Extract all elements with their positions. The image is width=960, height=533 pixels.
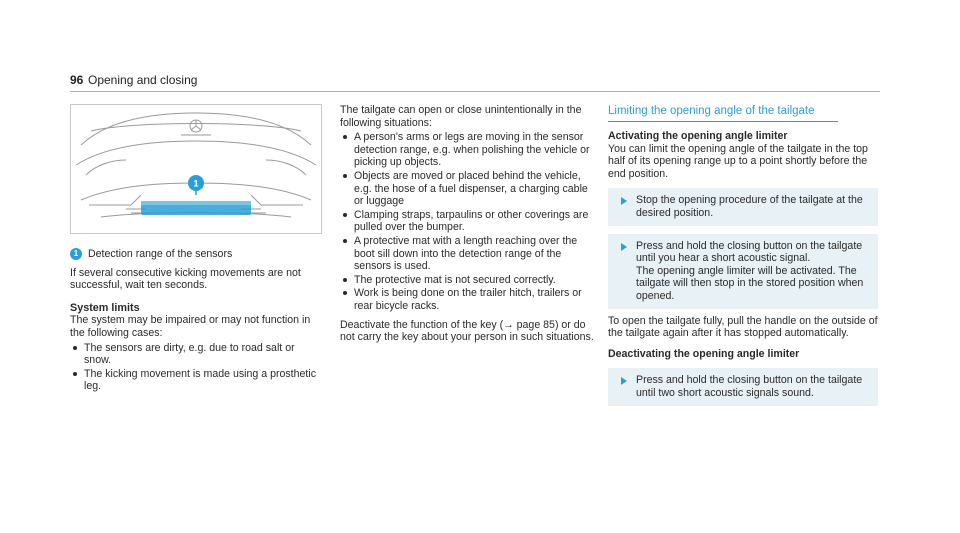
paragraph-open-fully: To open the tailgate fully, pull the handle on the outside of the tailgate again after it has stopped automatically. (608, 314, 878, 340)
list-item: Clamping straps, tarpaulins or other coverings are pulled over the bumper. (340, 209, 595, 234)
caption-text: Detection range of the sensors (88, 248, 233, 260)
paragraph-activating-intro: You can limit the opening angle of the tailgate in the top half of its opening range up to a point shortly before the end position. (608, 142, 868, 180)
step-text: Press and hold the closing button on the tailgate until you hear a short acoustic signal. (636, 239, 863, 265)
step-text: Stop the opening procedure of the tailgate at the desired position. (636, 194, 863, 219)
list-item: Work is being done on the trailer hitch, trailers or rear bicycle racks. (340, 287, 595, 312)
column-left (70, 104, 320, 394)
list-item: A protective mat with a length reaching over the boot sill down into the detection range of the sensors is used. (340, 235, 595, 273)
figure-caption (70, 248, 320, 261)
paragraph-system-limits: The system may be impaired or may not function in the following cases: (70, 314, 311, 339)
step-arrow-icon (621, 243, 627, 251)
step-arrow-icon (621, 197, 627, 205)
car-rear-drawing (71, 105, 321, 233)
paragraph-kicking-retry: If several consecutive kicking movements are not successful, wait ten seconds. (70, 266, 301, 292)
column-right (608, 104, 878, 406)
paragraph-deactivate-key: Deactivate the function of the key (→ page 85) or do not carry the key about your person in such situations. (340, 318, 594, 344)
step-result: The opening angle limiter will be activated. The tailgate will then stop in the stored position when opened. (636, 264, 864, 302)
heading-deactivating-limiter: Deactivating the opening angle limiter (608, 347, 800, 360)
step-arrow-icon (621, 377, 627, 385)
vehicle-rear-illustration (70, 104, 322, 234)
section-title-opening-angle: Limiting the opening angle of the tailgate (608, 104, 838, 122)
heading-system-limits: System limits (70, 301, 140, 314)
page-number: 96 (70, 73, 84, 87)
list-item: Objects are moved or placed behind the vehicle, e.g. the hose of a fuel dispenser, a charging cable or luggage (340, 170, 595, 208)
callout-number: 1 (193, 178, 199, 189)
system-limits-list (70, 342, 320, 393)
heading-activating-limiter: Activating the opening angle limiter (608, 130, 788, 142)
page-header-title: Opening and closing (88, 73, 198, 87)
step-text: Press and hold the closing button on the tailgate until two short acoustic signals sound. (636, 374, 863, 399)
step-stop-opening (608, 188, 878, 225)
step-press-hold-activate (608, 234, 878, 309)
step-press-hold-deactivate (608, 368, 878, 405)
list-item: The protective mat is not secured correctly. (340, 274, 595, 287)
column-middle (340, 104, 595, 344)
list-item: The kicking movement is made using a prosthetic leg. (70, 368, 320, 393)
list-item: The sensors are dirty, e.g. due to road salt or snow. (70, 342, 320, 367)
paragraph-unintentional-intro: The tailgate can open or close unintentionally in the following situations: (340, 104, 582, 129)
header-divider (70, 91, 880, 92)
list-item: A person's arms or legs are moving in the sensor detection range, e.g. when polishing the vehicle or picking up objects. (340, 131, 595, 169)
caption-badge: 1 (70, 248, 82, 260)
unintentional-situations-list (340, 131, 595, 312)
